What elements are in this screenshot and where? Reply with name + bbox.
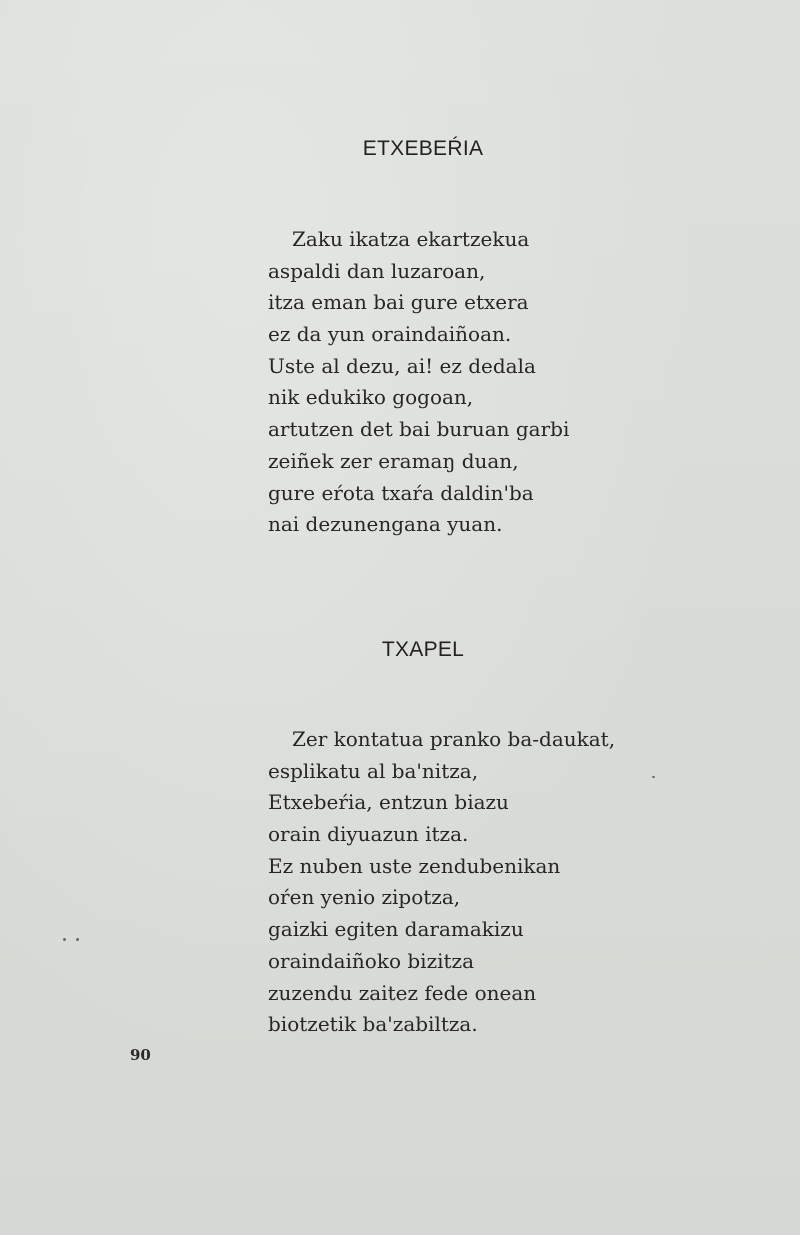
poem-title-etxeberia: ETXEBEŔIA — [362, 137, 484, 160]
verse-line: gure eŕota txaŕa daldin'ba — [268, 480, 534, 505]
poem-title-txapel: TXAPEL — [381, 638, 465, 661]
verse-line: oŕen yenio zipotza, — [268, 885, 461, 910]
poem-etxeberia — [268, 224, 569, 541]
paper-speck — [652, 776, 655, 778]
verse-line: zeiñek zer eramaŋ duan, — [268, 448, 519, 473]
paper-speck — [63, 938, 66, 941]
verse-line: gaizki egiten daramakizu — [268, 917, 524, 942]
verse-line: zuzendu zaitez fede onean — [268, 980, 537, 1005]
verse-line: biotzetik ba'zabiltza. — [268, 1012, 478, 1037]
poem-txapel — [268, 724, 615, 1041]
verse-line: Etxebeŕia, entzun biazu — [268, 790, 509, 815]
verse-line: Ez nuben uste zendubenikan — [268, 853, 561, 878]
verse-line: ez da yun oraindaiñoan. — [268, 322, 512, 347]
verse-line: orain diyuazun itza. — [268, 822, 469, 847]
verse-line: Zaku ikatza ekartzekua — [292, 227, 530, 251]
verse-line: nai dezunengana yuan. — [268, 512, 503, 537]
verse-line: Zer kontatua pranko ba-daukat, — [292, 727, 616, 751]
paper-speck — [76, 938, 79, 941]
verse-line: itza eman bai gure etxera — [268, 290, 529, 315]
verse-line: oraindaiñoko bizitza — [268, 948, 474, 973]
verse-line: Uste al dezu, ai! ez dedala — [268, 353, 536, 378]
verse-line: artutzen det bai buruan garbi — [268, 417, 570, 442]
verse-line: nik edukiko gogoan, — [268, 385, 474, 410]
page-number: 90 — [130, 1046, 151, 1064]
verse-line: aspaldi dan luzaroan, — [268, 258, 486, 283]
verse-line: esplikatu al ba'nitza, — [268, 758, 479, 783]
